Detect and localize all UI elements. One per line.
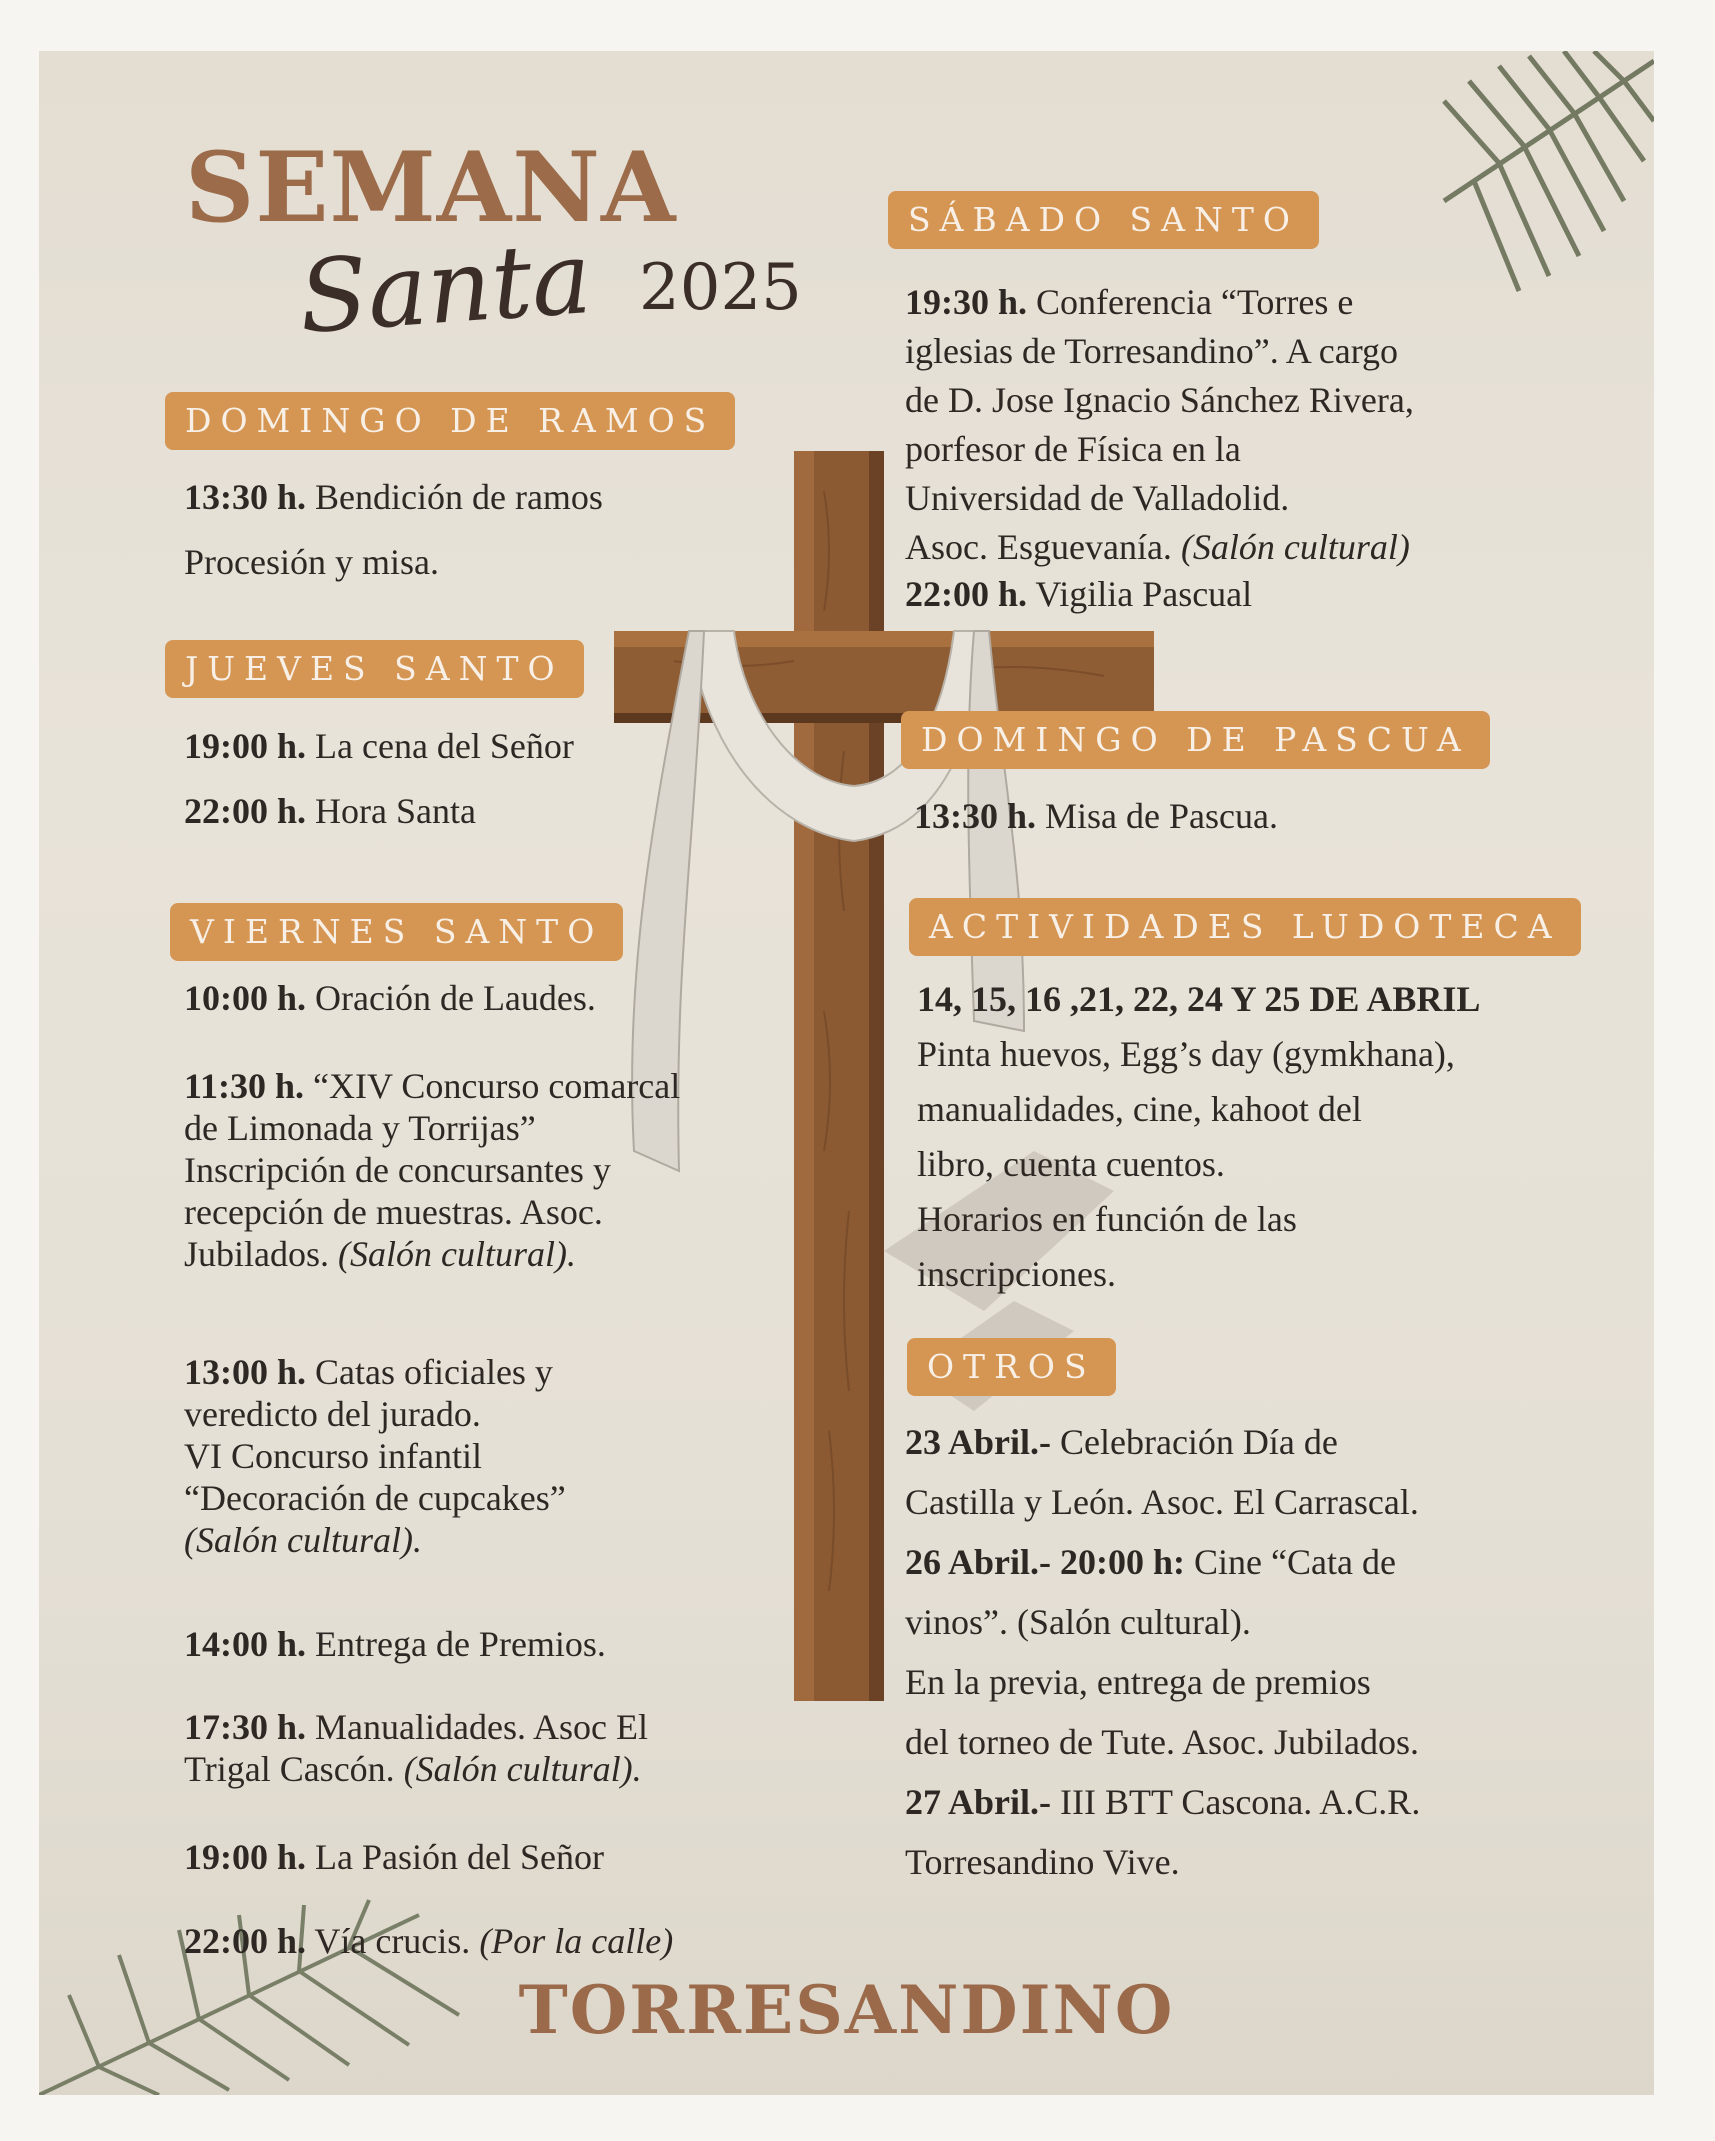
poster-subtitle-script: Santa [295, 218, 596, 357]
event-location: (Salón cultural). [184, 1520, 422, 1560]
section-header-viernes-santo: VIERNES SANTO [170, 903, 623, 961]
ludoteca-dates: 14, 15, 16 ,21, 22, 24 Y 25 DE ABRIL [917, 979, 1481, 1019]
event-time: 13:30 h. [914, 796, 1037, 836]
event-line [905, 281, 1353, 323]
event-location: (Salón cultural). [403, 1749, 642, 1789]
event-text: Hora Santa [306, 791, 476, 831]
event-line [184, 1065, 680, 1107]
event-line: Procesión y misa. [184, 542, 439, 582]
section-header-domingo-ramos: DOMINGO DE RAMOS [165, 392, 735, 450]
event-line: VI Concurso infantil [184, 1436, 482, 1476]
event-line: Pinta huevos, Egg’s day (gymkhana), [917, 1034, 1455, 1074]
event-line [184, 1748, 642, 1790]
event-line [905, 526, 1410, 568]
event-line: de D. Jose Ignacio Sánchez Rivera, [905, 380, 1414, 420]
event-text: Conferencia “Torres e [1027, 282, 1354, 322]
event-text: Bendición de ramos [306, 477, 603, 517]
event-line: veredicto del jurado. [184, 1394, 481, 1434]
event-text: Oración de Laudes. [306, 978, 596, 1018]
event-text: Cine “Cata de [1185, 1542, 1396, 1582]
event-line: “Decoración de cupcakes” [184, 1478, 566, 1518]
section-header-otros: OTROS [907, 1338, 1116, 1396]
event-line [184, 1623, 606, 1665]
event-time: 22:00 h. [184, 791, 307, 831]
event-line [184, 1351, 553, 1393]
event-line [905, 1541, 1396, 1583]
event-line [905, 1781, 1420, 1823]
event-location: (Por la calle) [479, 1921, 674, 1961]
poster-year: 2025 [639, 251, 802, 325]
event-line: libro, cuenta cuentos. [917, 1144, 1225, 1184]
event-line: porfesor de Física en la [905, 429, 1241, 469]
section-header-actividades-ludoteca: ACTIVIDADES LUDOTECA [909, 898, 1581, 956]
event-line [914, 795, 1278, 837]
event-time: 11:30 h. [184, 1066, 305, 1106]
event-location: (Salón cultural) [1180, 527, 1410, 567]
event-time: 19:30 h. [905, 282, 1028, 322]
poster [39, 51, 1654, 2095]
event-line: de Limonada y Torrijas” [184, 1108, 536, 1148]
event-line: del torneo de Tute. Asoc. Jubilados. [905, 1722, 1419, 1762]
event-line: Torresandino Vive. [905, 1842, 1180, 1882]
event-text: La Pasión del Señor [306, 1837, 604, 1877]
event-line [184, 725, 574, 767]
event-text: Catas oficiales y [306, 1352, 553, 1392]
event-line: Castilla y León. Asoc. El Carrascal. [905, 1482, 1419, 1522]
event-time: 14:00 h. [184, 1624, 307, 1664]
event-text: Celebración Día de [1051, 1422, 1338, 1462]
event-line [184, 1920, 673, 1962]
event-line: Universidad de Valladolid. [905, 478, 1290, 518]
event-line: vinos”. (Salón cultural). [905, 1602, 1251, 1642]
event-line [184, 1233, 576, 1275]
event-line [905, 1421, 1338, 1463]
event-line: manualidades, cine, kahoot del [917, 1089, 1362, 1129]
event-line: Inscripción de concursantes y [184, 1150, 611, 1190]
event-line: recepción de muestras. Asoc. [184, 1192, 603, 1232]
footer-town-name: TORRESANDINO [518, 1971, 1175, 2049]
section-header-jueves-santo: JUEVES SANTO [165, 640, 584, 698]
event-text: Trigal Cascón. [184, 1749, 404, 1789]
event-date: 23 Abril.- [905, 1422, 1052, 1462]
event-time: 13:00 h. [184, 1352, 307, 1392]
event-line: inscripciones. [917, 1254, 1116, 1294]
section-header-domingo-pascua: DOMINGO DE PASCUA [901, 711, 1490, 769]
event-date: 26 Abril.- 20:00 h: [905, 1542, 1186, 1582]
section-header-sabado-santo: SÁBADO SANTO [888, 191, 1319, 249]
event-line: En la previa, entrega de premios [905, 1662, 1371, 1702]
event-time: 10:00 h. [184, 978, 307, 1018]
event-text: Misa de Pascua. [1036, 796, 1278, 836]
event-text: Jubilados. [184, 1234, 339, 1274]
event-location: (Salón cultural). [338, 1234, 576, 1274]
event-line [184, 1836, 604, 1878]
event-time: 22:00 h. [905, 574, 1028, 614]
palm-leaf-top-right-icon [1294, 51, 1654, 311]
event-line [184, 790, 476, 832]
event-text: La cena del Señor [306, 726, 574, 766]
event-line [184, 476, 603, 518]
event-time: 13:30 h. [184, 477, 307, 517]
event-text: Manualidades. Asoc El [306, 1707, 648, 1747]
event-line: Horarios en función de las [917, 1199, 1297, 1239]
event-line: iglesias de Torresandino”. A cargo [905, 331, 1399, 371]
event-date: 27 Abril.- [905, 1782, 1052, 1822]
event-time: 22:00 h. [184, 1921, 307, 1961]
event-text: Asoc. Esguevanía. [905, 527, 1181, 567]
event-line [184, 1706, 648, 1748]
event-text: Vía crucis. [306, 1921, 480, 1961]
event-time: 17:30 h. [184, 1707, 307, 1747]
event-time: 19:00 h. [184, 1837, 307, 1877]
poster-title: SEMANA [185, 131, 677, 244]
event-line [184, 977, 596, 1019]
event-text: III BTT Cascona. A.C.R. [1051, 1782, 1421, 1822]
event-text: Entrega de Premios. [306, 1624, 606, 1664]
event-text: “XIV Concurso comarcal [304, 1066, 681, 1106]
event-line [905, 573, 1252, 615]
event-time: 19:00 h. [184, 726, 307, 766]
event-text: Vigilia Pascual [1027, 574, 1253, 614]
